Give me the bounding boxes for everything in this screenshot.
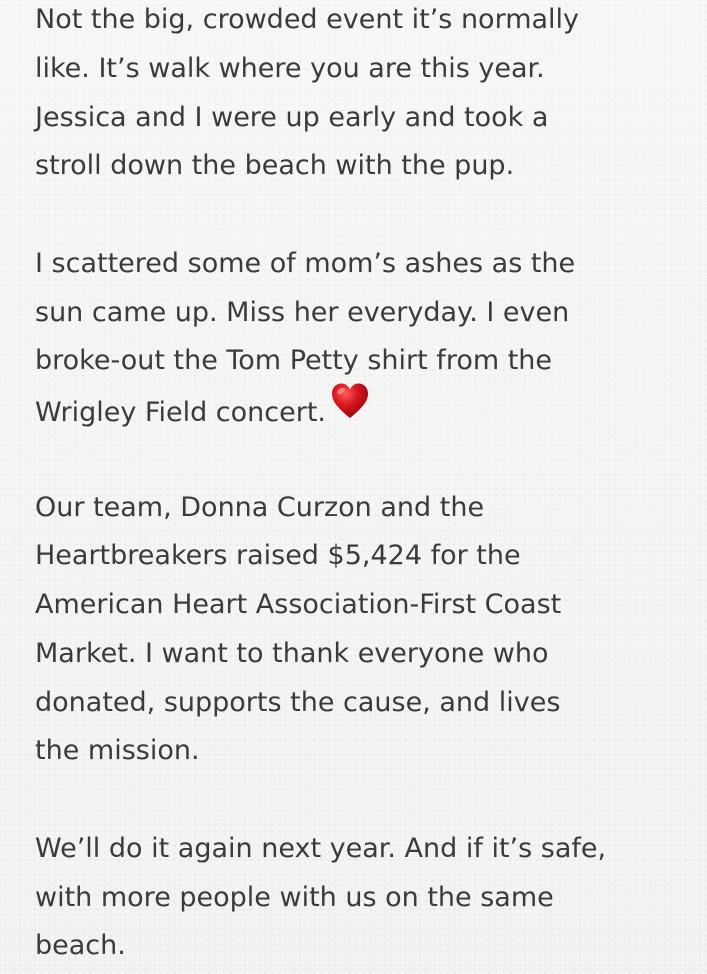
text-line: I scattered some of mom’s ashes as the xyxy=(35,247,576,279)
note-body xyxy=(35,0,695,971)
text-line: Not the big, crowded event it’s normally xyxy=(35,4,580,35)
text-line: Market. I want to thank everyone who xyxy=(35,637,549,669)
paragraph-gap xyxy=(35,776,695,825)
paragraph-mom xyxy=(35,240,695,435)
text-line: sun came up. Miss her everyday. I even xyxy=(35,296,570,328)
text-line: broke-out the Tom Petty shirt from the xyxy=(35,345,553,377)
text-line: Jessica and I were up early and took a xyxy=(35,101,549,133)
paragraph-gap xyxy=(35,191,695,240)
text-line: We’ll do it again next year. And if it’s safe, xyxy=(35,832,607,864)
text-line: Our team, Donna Curzon and the xyxy=(35,491,485,523)
text-line: with more people with us on the same xyxy=(35,881,554,913)
text-line: American Heart Association-First Coast xyxy=(35,589,562,620)
text-line: like. It’s walk where you are this year. xyxy=(35,52,545,84)
text-line: donated, supports the cause, and lives xyxy=(35,686,561,718)
paragraph-team xyxy=(35,484,695,777)
text-line: the mission. xyxy=(35,735,200,767)
text-line: beach. xyxy=(35,930,126,962)
paragraph-next-year xyxy=(35,825,695,971)
paragraph-event xyxy=(35,0,695,191)
paragraph-gap xyxy=(35,435,695,484)
text-line: stroll down the beach with the pup. xyxy=(35,150,515,182)
heart-icon xyxy=(330,382,370,437)
text-segment: Wrigley Field concert. xyxy=(35,396,327,428)
text-line: Heartbreakers raised $5,424 for the xyxy=(35,540,521,572)
text-line-with-heart xyxy=(35,386,695,435)
